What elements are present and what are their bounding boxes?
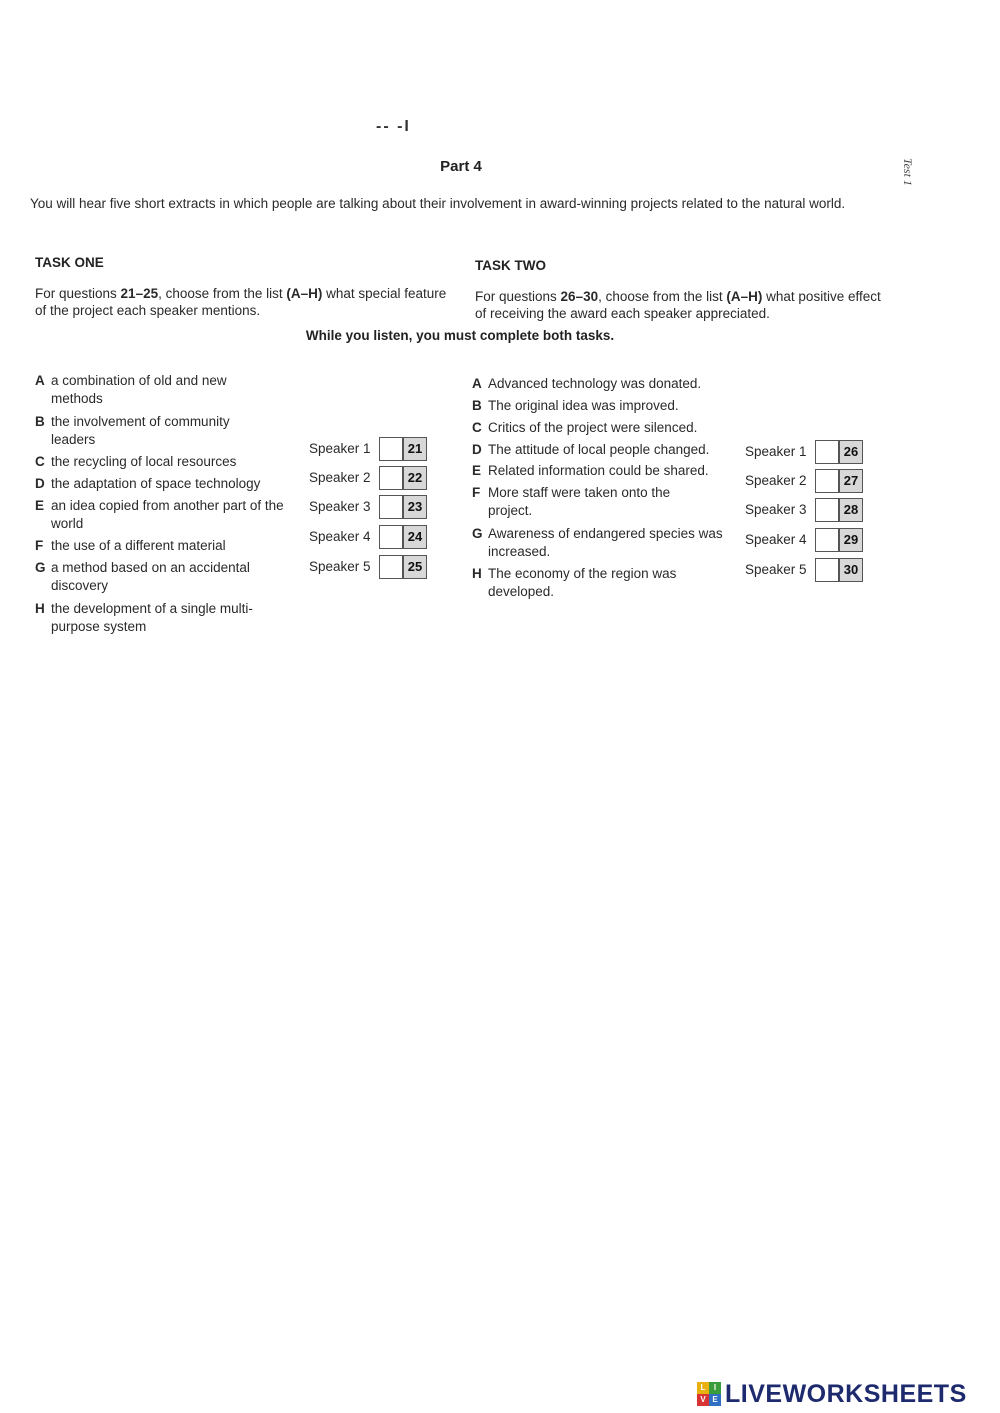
task-two-speaker-2 [745,469,865,493]
task-one-option-d [35,475,295,493]
option-text: Awareness of endangered species was increased. [488,526,723,559]
option-text: the adaptation of space technology [51,476,261,491]
part-title: Part 4 [440,158,482,175]
option-text: Advanced technology was donated. [488,376,702,391]
option-letter: D [35,476,45,491]
task-one-desc-post: what special feature of the project each speaker mentions. [35,286,447,318]
speaker-label: Speaker 3 [745,502,807,517]
liveworksheets-logo-icon [697,1382,721,1406]
option-letter: E [472,463,482,478]
question-number: 30 [839,558,863,582]
option-letter: F [35,538,44,553]
option-letter: F [472,485,481,500]
task-one-option-h [35,600,255,636]
task-two-option-c [472,419,732,437]
task-one-option-f [35,537,275,555]
logo-icon-cell: I [709,1382,721,1394]
option-text: The original idea was improved. [488,398,679,413]
speaker-label: Speaker 5 [745,562,807,577]
question-number: 26 [839,440,863,464]
option-text: More staff were taken onto the project. [488,485,671,518]
intro-text: You will hear five short extracts in which people are talking about their involvement in award-winning projects related to the natural world. [30,196,846,211]
option-text: the recycling of local resources [51,454,237,469]
option-letter: A [35,373,45,388]
task-one-option-g [35,559,275,595]
task-one-speaker-2 [309,466,429,490]
answer-box[interactable] [379,466,403,490]
answer-box[interactable] [379,525,403,549]
task-two-option-d [472,441,737,459]
logo-icon-cell: V [697,1394,709,1406]
task-one-desc-mid: , choose from the list [158,286,287,301]
option-letter: D [472,442,482,457]
option-letter: H [472,566,482,581]
task-two-heading: TASK TWO [475,258,546,273]
task-two-desc-list: (A–H) [726,289,763,304]
task-two-option-b [472,397,732,415]
task-two-option-e [472,462,737,480]
option-letter: B [35,414,45,429]
task-one-option-a [35,372,265,408]
answer-box[interactable] [815,498,839,522]
answer-box[interactable] [379,437,403,461]
option-text: Related information could be shared. [488,463,709,478]
question-number: 25 [403,555,427,579]
question-number: 29 [839,528,863,552]
option-letter: C [35,454,45,469]
liveworksheets-logo[interactable] [697,1378,967,1410]
task-two-desc-range: 26–30 [560,289,599,304]
task-one-speaker-3 [309,495,429,519]
option-letter: G [35,560,46,575]
task-one-desc-list: (A–H) [286,286,323,301]
speaker-label: Speaker 2 [309,470,371,485]
option-text: a method based on an accidental discovery [51,560,250,593]
logo-icon-cell: E [709,1394,721,1406]
option-text: the development of a single multi-purpose system [51,601,253,634]
answer-box[interactable] [815,558,839,582]
answer-box[interactable] [379,495,403,519]
task-two-option-h [472,565,702,601]
option-text: an idea copied from another part of the world [51,498,284,531]
task-one-speaker-1 [309,437,429,461]
option-letter: E [35,498,45,513]
option-text: the use of a different material [51,538,226,553]
option-text: Critics of the project were silenced. [488,420,698,435]
option-letter: C [472,420,482,435]
option-text: the involvement of community leaders [51,414,230,447]
answer-box[interactable] [379,555,403,579]
liveworksheets-brand-text: LIVEWORKSHEETS [725,1379,967,1408]
option-letter: H [35,601,45,616]
task-two-speaker-4 [745,528,865,552]
both-tasks-instruction: While you listen, you must complete both tasks. [305,328,615,343]
question-number: 21 [403,437,427,461]
speaker-label: Speaker 4 [309,529,371,544]
task-two-desc-mid: , choose from the list [598,289,727,304]
option-letter: B [472,398,482,413]
speaker-label: Speaker 1 [745,444,807,459]
speaker-label: Speaker 1 [309,441,371,456]
task-two-description [475,288,890,322]
task-one-desc-pre: For questions [35,286,121,301]
task-one-heading: TASK ONE [35,255,104,270]
question-number: 24 [403,525,427,549]
header-mark: -- -I [376,118,411,135]
task-two-option-f [472,484,702,520]
question-number: 27 [839,469,863,493]
answer-box[interactable] [815,440,839,464]
answer-box[interactable] [815,469,839,493]
speaker-label: Speaker 3 [309,499,371,514]
side-test-label: Test 1 [901,158,915,186]
option-text: a combination of old and new methods [51,373,227,406]
option-text: The attitude of local people changed. [488,442,710,457]
task-two-speaker-3 [745,498,865,522]
question-number: 28 [839,498,863,522]
logo-icon-cell: L [697,1382,709,1394]
speaker-label: Speaker 2 [745,473,807,488]
option-letter: G [472,526,483,541]
task-two-desc-pre: For questions [475,289,561,304]
task-one-speaker-4 [309,525,429,549]
task-two-speaker-5 [745,558,865,582]
task-one-description [35,285,450,319]
task-one-option-e [35,497,285,533]
option-letter: A [472,376,482,391]
question-number: 23 [403,495,427,519]
task-one-option-c [35,453,275,471]
answer-box[interactable] [815,528,839,552]
speaker-label: Speaker 5 [309,559,371,574]
task-two-option-g [472,525,727,561]
task-one-option-b [35,413,265,449]
option-text: The economy of the region was developed. [488,566,677,599]
task-one-desc-range: 21–25 [120,286,159,301]
task-one-speaker-5 [309,555,429,579]
task-two-desc-post: what positive effect of receiving the award each speaker appreciated. [475,289,881,321]
question-number: 22 [403,466,427,490]
task-two-option-a [472,375,732,393]
speaker-label: Speaker 4 [745,532,807,547]
task-two-speaker-1 [745,440,865,464]
